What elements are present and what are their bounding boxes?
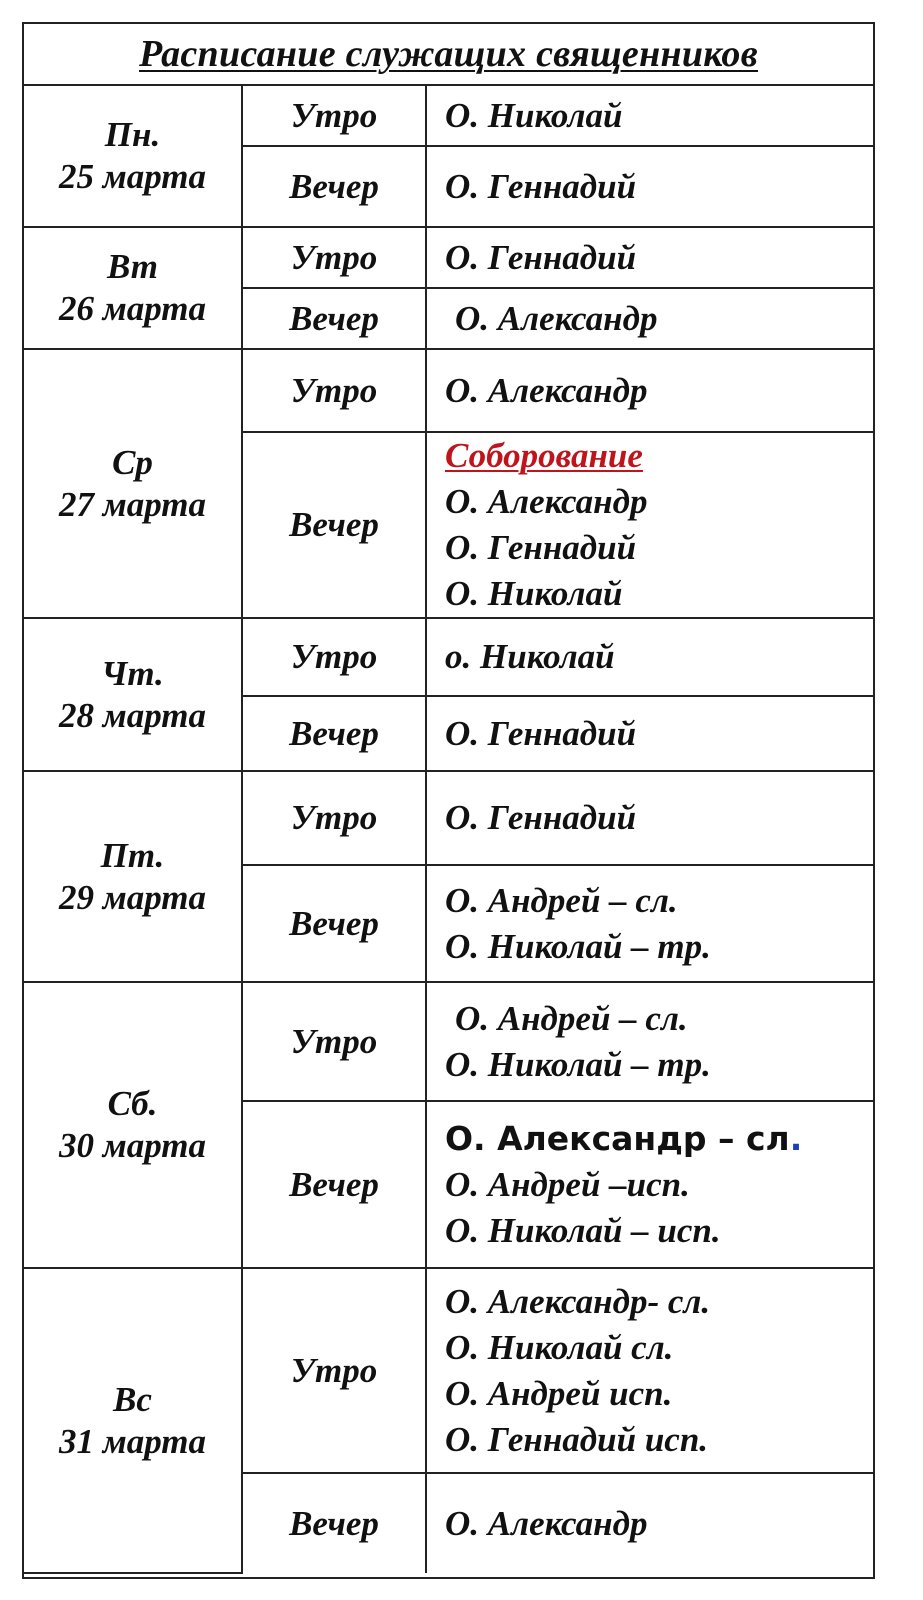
- priest-line: О. Геннадий: [445, 798, 637, 837]
- service-part: Вечер: [242, 146, 426, 227]
- service-part: Вечер: [242, 288, 426, 349]
- priest-line: О. Александр: [445, 1503, 648, 1543]
- title-row: [24, 24, 873, 85]
- day-date: 28 марта: [59, 695, 206, 735]
- day-name: Вт: [107, 247, 158, 286]
- schedule-sheet: [22, 22, 875, 1579]
- day-cell-fri: [24, 771, 242, 982]
- day-date: 29 марта: [59, 877, 206, 917]
- service-part: Вечер: [242, 696, 426, 771]
- table-row: [24, 227, 873, 288]
- priest-text: О. Александр – сл: [445, 1118, 790, 1158]
- priests-cell: [426, 349, 873, 432]
- day-name: Вс: [113, 1379, 152, 1419]
- priest-line: О. Андрей исп.: [445, 1373, 673, 1413]
- priests-cell: [426, 432, 873, 618]
- priest-line: О. Геннадий: [445, 528, 637, 567]
- priests-cell: [426, 1268, 873, 1473]
- service-part: Утро: [242, 1268, 426, 1473]
- table-row: [24, 1268, 873, 1473]
- trailing-dot: .: [789, 1118, 803, 1158]
- priest-line: О. Николай: [445, 95, 623, 135]
- priests-cell: [426, 982, 873, 1101]
- day-date: 27 марта: [59, 484, 206, 524]
- day-cell-tue: [24, 227, 242, 349]
- priests-cell: [426, 288, 873, 349]
- priests-cell: [426, 771, 873, 865]
- priest-line: О. Николай – тр.: [445, 1044, 711, 1084]
- day-name: Чт.: [101, 653, 164, 693]
- priest-line: О. Николай – исп.: [445, 1210, 721, 1250]
- table-row: [24, 85, 873, 146]
- service-part: Утро: [242, 227, 426, 288]
- priests-cell: [426, 696, 873, 771]
- service-part: Утро: [242, 982, 426, 1101]
- priest-line: [445, 1116, 873, 1162]
- priest-line: О. Николай сл.: [445, 1327, 674, 1367]
- schedule-table: [24, 24, 873, 1574]
- priests-cell: [426, 85, 873, 146]
- priests-cell: [426, 1473, 873, 1573]
- priest-line: О. Александр: [445, 370, 648, 410]
- day-name: Ср: [112, 442, 153, 482]
- day-cell-thu: [24, 618, 242, 771]
- day-name: Пн.: [104, 115, 161, 154]
- day-cell-mon: [24, 85, 242, 227]
- service-part: Вечер: [242, 865, 426, 982]
- day-name: Пт.: [100, 835, 165, 875]
- priest-line: О. Геннадий исп.: [445, 1419, 709, 1459]
- day-date: 30 марта: [59, 1126, 206, 1165]
- service-part: Вечер: [242, 432, 426, 618]
- service-part: Вечер: [242, 1473, 426, 1573]
- day-name: Сб.: [107, 1084, 158, 1123]
- table-row: [24, 982, 873, 1101]
- day-cell-wed: [24, 349, 242, 618]
- day-cell-sat: [24, 982, 242, 1268]
- priest-line: О. Александр: [445, 482, 648, 521]
- event-title: Соборование: [445, 436, 643, 475]
- service-part: Утро: [242, 85, 426, 146]
- day-date: 25 марта: [59, 157, 206, 196]
- priest-line: О. Андрей –исп.: [445, 1164, 690, 1204]
- priests-cell: [426, 865, 873, 982]
- table-row: [24, 618, 873, 696]
- service-part: Вечер: [242, 1101, 426, 1268]
- priest-line: О. Николай: [445, 574, 623, 613]
- table-row: [24, 771, 873, 865]
- priest-line: О. Александр- сл.: [445, 1281, 711, 1321]
- priests-cell: [426, 1101, 873, 1268]
- priests-cell: [426, 227, 873, 288]
- priest-line: О. Александр: [455, 298, 658, 338]
- page-title: Расписание служащих священников: [24, 24, 873, 85]
- priest-line: О. Геннадий: [445, 237, 637, 277]
- priest-line: О. Геннадий: [445, 713, 637, 753]
- priest-line: о. Николай: [445, 637, 615, 676]
- service-part: Утро: [242, 771, 426, 865]
- day-date: 26 марта: [59, 289, 206, 328]
- day-date: 31 марта: [59, 1421, 206, 1461]
- service-part: Утро: [242, 618, 426, 696]
- day-cell-sun: [24, 1268, 242, 1573]
- table-row: [24, 349, 873, 432]
- priest-line: О. Андрей – сл.: [445, 880, 678, 920]
- priests-cell: [426, 146, 873, 227]
- service-part: Утро: [242, 349, 426, 432]
- priests-cell: [426, 618, 873, 696]
- priest-line: О. Николай – тр.: [445, 926, 711, 966]
- priest-line: О. Андрей – сл.: [455, 998, 688, 1038]
- priest-line: О. Геннадий: [445, 166, 637, 206]
